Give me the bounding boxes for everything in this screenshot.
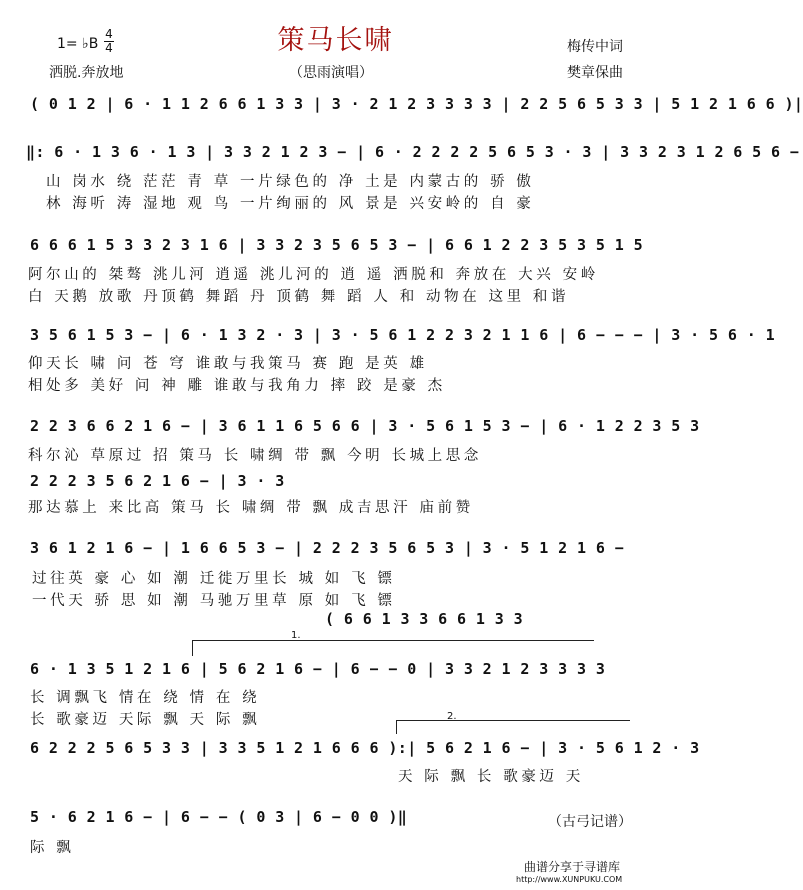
lyric-line: 天 际 飘 长 歌豪迈 天 (398, 769, 584, 785)
footer-url: http://www.XUNPUKU.COM (516, 875, 623, 884)
notation-line: 3 5 6 1 5 3 − | 6 · 1 3 2 · 3 | 3 · 5 6 1 2 2 3 2 1 1 6 | 6 − − − | 3 · 5 6 · 1 (30, 326, 776, 344)
footer-caption: 曲谱分享于寻谱库 (524, 860, 621, 874)
notation-line: 5 · 6 2 1 6 − | 6 − − ( 0 3 | 6 − 0 0 )‖ (30, 808, 408, 826)
lyric-line: 长 调飘飞 情在 绕 情 在 绕 (30, 690, 261, 706)
singer-credit: （思雨演唱） (289, 65, 373, 81)
time-signature-bottom: 4 (105, 41, 113, 55)
song-title: 策马长啸 (277, 25, 394, 56)
expression-mark: 洒脱.奔放地 (49, 65, 124, 81)
volta-number: 2. (447, 711, 457, 722)
notation-line: ‖: 6 · 1 3 6 · 1 3 | 3 3 2 1 2 3 − | 6 · 2 2 2 2 5 6 5 3 · 3 | 3 3 2 3 1 2 6 5 6 − (26, 143, 800, 161)
time-signature (104, 28, 114, 55)
lyric-line: 科尔沁 草原过 招 策马 长 啸绸 带 飘 今明 长城上思念 (28, 448, 482, 464)
composer-credit: 樊章保曲 (567, 65, 623, 81)
key-signature: 1= ♭B (57, 36, 99, 52)
lyric-line: 那达慕上 来比高 策马 长 啸绸 带 飘 成吉思汗 庙前赞 (28, 500, 474, 516)
interlude-line: ( 6 6 1 3 3 6 6 1 3 3 (325, 610, 524, 628)
notation-line: 6 6 6 1 5 3 3 2 3 1 6 | 3 3 2 3 5 6 5 3 − | 6 6 1 2 2 3 5 3 5 1 5 (30, 236, 643, 254)
notation-line: 2 2 3 6 6 2 1 6 − | 3 6 1 1 6 5 6 6 | 3 · 5 6 1 5 3 − | 6 · 1 2 2 3 5 3 (30, 417, 700, 435)
notation-line: 3 6 1 2 1 6 − | 1 6 6 5 3 − | 2 2 2 3 5 6 5 3 | 3 · 5 1 2 1 6 − (30, 539, 625, 557)
volta-bracket (396, 720, 630, 721)
lyric-line: 林 海听 涛 湿地 观 鸟 一片绚丽的 风 景是 兴安岭的 自 豪 (46, 196, 535, 212)
lyricist-credit: 梅传中词 (567, 39, 623, 55)
time-signature-top: 4 (105, 27, 113, 41)
lyric-line: 山 岗水 绕 茫茫 青 草 一片绿色的 净 土是 内蒙古的 骄 傲 (46, 174, 535, 190)
notation-line: 6 · 1 3 5 1 2 1 6 | 5 6 2 1 6 − | 6 − − 0 | 3 3 2 1 2 3 3 3 3 (30, 660, 606, 678)
lyric-line: 白 天鹅 放歌 丹顶鹤 舞蹈 丹 顶鹤 舞 蹈 人 和 动物在 这里 和谐 (28, 289, 570, 305)
volta-bracket-end (396, 720, 397, 734)
lyric-line: 过往英 豪 心 如 潮 迁徙万里长 城 如 飞 镖 (32, 571, 396, 587)
lyric-line: 相处多 美好 问 神 雕 谁敢与我角力 摔 跤 是豪 杰 (28, 378, 446, 394)
notation-line: ( 0 1 2 | 6 · 1 1 2 6 6 1 3 3 | 3 · 2 1 2 3 3 3 3 | 2 2 5 6 5 3 3 | 5 1 2 1 6 6 )| (30, 95, 803, 113)
lyric-line: 一代天 骄 思 如 潮 马驰万里草 原 如 飞 镖 (32, 593, 396, 609)
lyric-line: 仰天长 啸 问 苍 穹 谁敢与我策马 赛 跑 是英 雄 (28, 356, 428, 372)
lyric-line: 长 歌豪迈 天际 飘 天 际 飘 (30, 712, 261, 728)
volta-bracket (192, 640, 594, 641)
volta-bracket-end (192, 640, 193, 656)
notation-line: 2 2 2 3 5 6 2 1 6 − | 3 · 3 (30, 472, 285, 490)
volta-number: 1. (291, 630, 301, 641)
lyric-line: 阿尔山的 桀骜 洮儿河 逍遥 洮儿河的 逍 遥 洒脱和 奔放在 大兴 安岭 (28, 267, 599, 283)
notation-line: 6 2 2 2 5 6 5 3 3 | 3 3 5 1 2 1 6 6 6 ):| 5 6 2 1 6 − | 3 · 5 6 1 2 · 3 (30, 739, 700, 757)
lyric-line: 际 飘 (30, 840, 75, 856)
transcriber-note: （古弓记谱） (548, 814, 632, 830)
